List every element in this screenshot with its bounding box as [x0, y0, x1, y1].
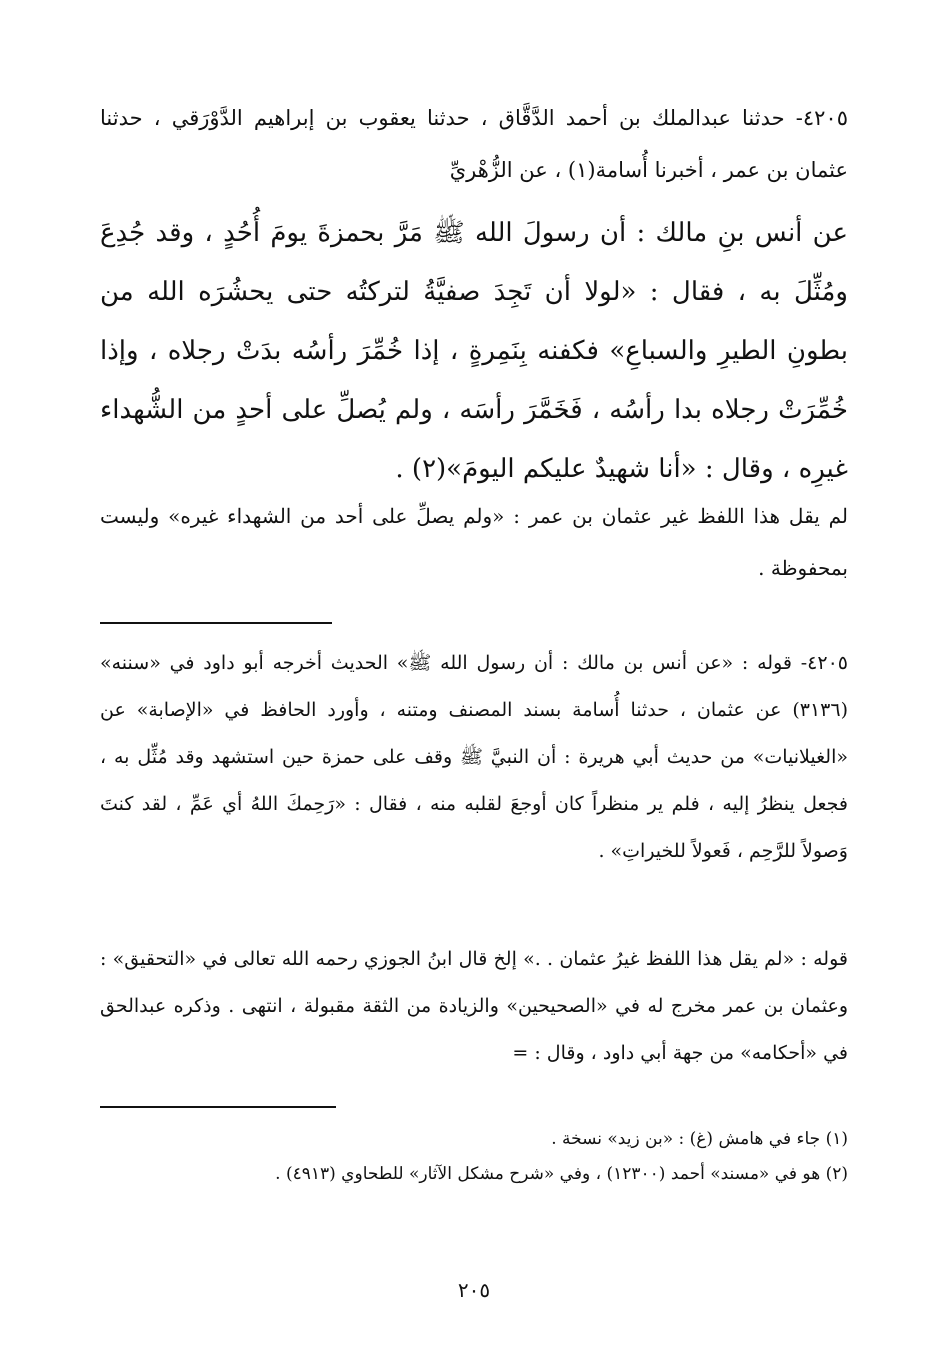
hadith-matn-block	[100, 204, 848, 499]
page-number: ٢٠٥	[457, 1278, 491, 1302]
hadith-remark-block	[100, 490, 848, 594]
hadith-isnad-block	[100, 92, 848, 196]
commentary-paragraph-2-block	[100, 936, 848, 1077]
hadith-matn: عن أنس بنِ مالك : أن رسولَ الله ﷺ مَرَّ بحمزةَ يومَ أُحُدٍ ، وقد جُدِعَ ومُثِّلَ به ، فقال : «لولا أن تَجِدَ صفيَّةُ لتركتُه حتى يحشُرَه الله من بطونِ الطيرِ والسباعِ» فكفنه بِنَمِرةٍ ، إذا خُمِّرَ رأسُه بدَتْ رجلاه ، وإذا خُمِّرَتْ رجلاه بدا رأسُه ، فَخَمَّرَ رأسَه ، ولم يُصلِّ على أحدٍ من الشُّهداء غيرِه ، وقال : «أنا شهيدٌ عليكم اليومَ»(٢) .	[100, 218, 848, 484]
hadith-remark: لم يقل هذا اللفظ غير عثمان بن عمر : «ولم يصلِّ على أحد من الشهداء غيره» وليست بمحفوظة .	[100, 504, 848, 580]
footnote-separator	[100, 1106, 336, 1108]
commentary-separator	[100, 622, 332, 624]
footnotes	[100, 1122, 848, 1192]
commentary-paragraph-2: قوله : «لم يقل هذا اللفظ غيرُ عثمان . .» إلخ قال ابنُ الجوزي رحمه الله تعالى في «التحقيق» : وعثمان بن عمر مخرج له في «الصحيحين» والزيادة من الثقة مقبولة ، انتهى . وذكره عبدالحق في «أحكامه» من جهة أبي داود ، وقال : =	[100, 948, 848, 1064]
document-page	[100, 0, 848, 1372]
hadith-isnad: ٤٢٠٥- حدثنا عبدالملك بن أحمد الدَّقَّاق ، حدثنا يعقوب بن إبراهيم الدَّوْرَقي ، حدثنا عثمان بن عمر ، أخبرنا أُسامة(١) ، عن الزُّهْريِّ	[100, 106, 848, 182]
commentary-paragraph-1-block	[100, 640, 848, 875]
footnote-1: (١) جاء في هامش (غ) : «بن زيد» نسخة .	[551, 1129, 848, 1149]
footnote-2: (٢) هو في «مسند» أحمد (١٢٣٠٠) ، وفي «شرح مشكل الآثار» للطحاوي (٤٩١٣) .	[275, 1164, 848, 1184]
commentary-paragraph-1: ٤٢٠٥- قوله : «عن أنس بن مالك : أن رسول الله ﷺ» الحديث أخرجه أبو داود في «سننه» (٣١٣٦) عن عثمان ، حدثنا أُسامة بسند المصنف ومتنه ، وأورد الحافظ في «الإصابة» عن «الغيلانيات» من حديث أبي هريرة : أن النبيَّ ﷺ وقف على حمزة حين استشهد وقد مُثِّل به ، فجعل ينظرُ إليه ، فلم ير منظراً كان أوجعَ لقلبه منه ، فقال : «رَحِمكَ اللهُ أي عَمِّ ، لقد كنتَ وَصولاً للرَّحِم ، فَعولاً للخيراتِ» .	[100, 652, 848, 862]
